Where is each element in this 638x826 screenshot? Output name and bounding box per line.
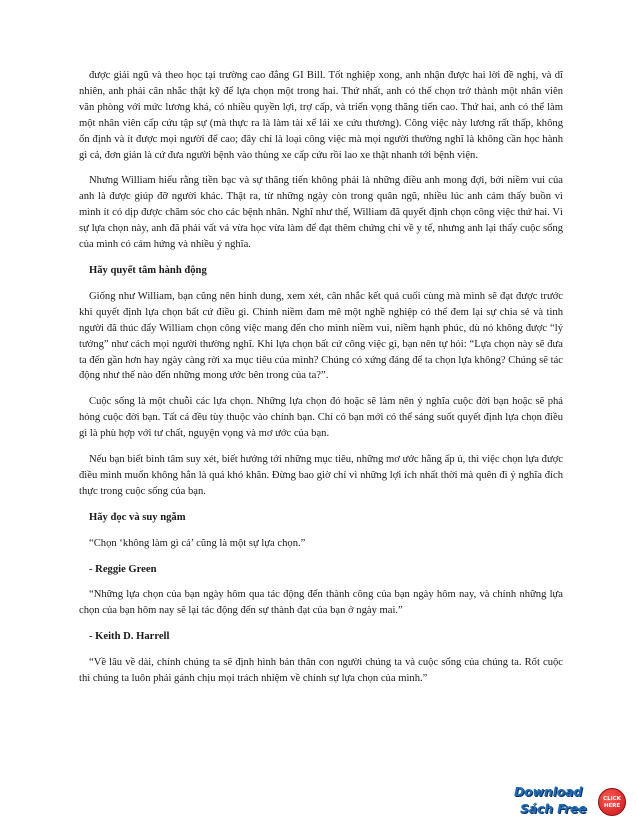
- document-body: [79, 68, 563, 687]
- paragraph-5: Nếu bạn biết bình tâm suy xét, biết hướng tới những mục tiêu, những mơ ước hằng ấp ủ, thì việc chọn lựa được điều mình muốn không hẳn là quá khó khăn. Đừng bao giờ chỉ vì những lợi ích nhất thời mà quên đi ý nghĩa đích thực trong cuộc sống của bạn.: [79, 454, 563, 497]
- here-label: HERE: [603, 803, 621, 809]
- quote-3: “Về lâu về dài, chính chúng ta sẽ định hình bản thân con người chúng ta và cuộc sống của chúng ta. Rốt cuộc thì chúng ta luôn phải gánh chịu mọi trách nhiệm về chính sự lựa chọn của mình.”: [79, 657, 563, 685]
- section-heading-reflect: Hãy đọc và suy ngẫm: [89, 511, 186, 523]
- click-here-button[interactable]: [598, 788, 626, 816]
- paragraph-1: được giải ngũ và theo học tại trường cao đẳng GI Bill. Tốt nghiệp xong, anh nhận được hai lời đề nghị, và dĩ nhiên, anh phải cân nhắc thật kỹ để lựa chọn một trong hai. Thứ nhất, anh có thể chọn trở thành một nhân viên văn phòng với mức lương khá, có nhiều quyền lợi, trợ cấp, và triển vọng thăng tiến cao. Thứ hai, anh có thể làm một nhân viên cấp cứu tập sự (mà thực ra là làm tài xế lái xe cứu thương). Công việc này lương rất thấp, không ổn định và ít được mọi người để cao; đây chỉ là loại công việc mà mọi người thường nghĩ là không cần học hành gì cả, đơn giản là cứ đưa người bệnh vào thùng xe cấp cứu rồi lao xe thật nhanh tới bệnh viện.: [79, 70, 563, 161]
- section-heading-action: Hãy quyết tâm hành động: [89, 264, 207, 276]
- download-badge[interactable]: [514, 781, 626, 821]
- quote-1: “Chọn ‘không làm gì cả’ cũng là một sự lựa chọn.”: [89, 537, 306, 549]
- paragraph-4: Cuộc sống là một chuỗi các lựa chọn. Những lựa chọn đó hoặc sẽ làm nên ý nghĩa cuộc đời bạn hoặc sẽ phá hỏng cuộc đời bạn. Tất cả đều tùy thuộc vào chính bạn. Chỉ có bạn mới có thể sáng suốt quyết định lựa chọn điều gì là phù hợp với tư chất, nguyện vọng và mơ ước của bạn.: [79, 396, 563, 440]
- badge-line-2: Sách Free: [520, 801, 587, 816]
- click-label: CLICK: [603, 796, 621, 802]
- paragraph-2: Nhưng William hiểu rằng tiền bạc và sự thăng tiến không phải là những điều anh mong đợi, bởi niềm vui của anh là được giúp đỡ người khác. Thật ra, từ những ngày còn trong quân ngũ, nhiều lúc anh cảm thấy buồn vì mình ít có dịp được chăm sóc cho các bệnh nhân. Nghĩ như thế, William đã quyết định chọn công việc thứ hai. Vì sự lựa chọn này, anh đã phải vất vả vừa học vừa làm để đạt thêm chứng chỉ về y tế, nhưng anh lại thấy cuộc sống của mình có cảm hứng và nhiều ý nghĩa.: [79, 175, 563, 251]
- quote-2-author: - Keith D. Harrell: [89, 631, 170, 643]
- quote-2: “Những lựa chọn của bạn ngày hôm qua tác động đến thành công của bạn ngày hôm nay, và chính những lựa chọn của bạn hôm nay sẽ lại tác động đến sự thành đạt của bạn ở ngày mai.”: [79, 589, 563, 617]
- badge-line-1: Download: [514, 784, 583, 799]
- quote-1-author: - Reggie Green: [89, 563, 157, 575]
- paragraph-3: Giống như William, bạn cũng nên hình dung, xem xét, cân nhắc kết quả cuối cùng mà mình sẽ đạt được trước khi quyết định lựa chọn bất cứ điều gì. Chính niềm đam mê một nghề nghiệp có thể đem lại sự chia sẻ và tình người đã thúc đẩy William chọn công việc mang đến cho mình niềm vui, niềm hạnh phúc, dù nó không được “lý tưởng” như cách mọi người thường nghĩ. Khi lựa chọn bất cứ công việc gì, bạn nên tự hỏi: “Lựa chọn này sẽ đưa ta đến gần hơn hay ngày càng rời xa mục tiêu của mình? Chúng có xứng đáng để ta chọn lựa không? Chúng sẽ tác động như thế nào đến những mong ước bên trong của ta?”.: [79, 290, 563, 382]
